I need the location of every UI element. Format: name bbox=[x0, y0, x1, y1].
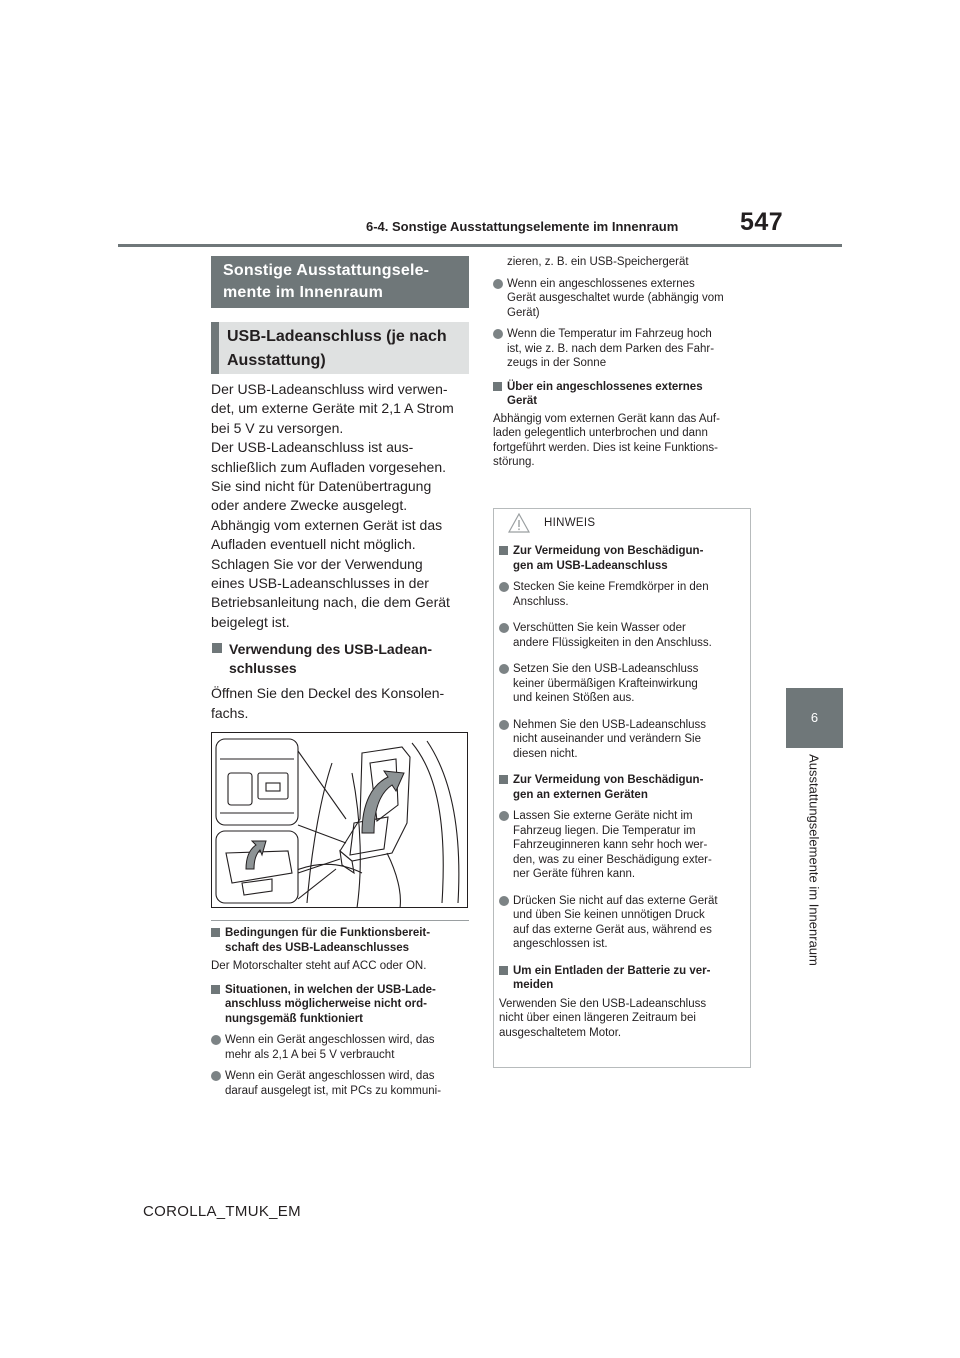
text-line: Lassen Sie externe Geräte nicht im bbox=[513, 810, 693, 822]
text-line: Betriebsanleitung nach, die dem Gerät bbox=[211, 594, 450, 611]
notice-heading bbox=[499, 544, 743, 573]
square-bullet-icon bbox=[212, 643, 222, 653]
text-line: Drücken Sie nicht auf das externe Gerät bbox=[513, 894, 718, 907]
square-bullet-icon bbox=[493, 382, 502, 391]
heading-line: Zur Vermeidung von Beschädigun- bbox=[513, 774, 704, 786]
square-bullet-icon bbox=[499, 966, 508, 975]
text-line: Verwenden Sie den USB-Ladeanschluss bbox=[499, 997, 707, 1010]
square-bullet-icon bbox=[499, 775, 508, 784]
heading-line: Um ein Entladen der Batterie zu ver- bbox=[513, 964, 711, 977]
heading-line: schaft des USB-Ladeanschlusses bbox=[225, 941, 410, 954]
header-rule bbox=[118, 244, 842, 247]
text-line: bei 5 V zu versorgen. bbox=[211, 419, 344, 436]
heading-line: gen am USB-Ladeanschluss bbox=[513, 559, 668, 572]
text-line: fortgeführt werden. Dies ist keine Funktions- bbox=[493, 441, 718, 454]
notice-body bbox=[499, 544, 743, 1040]
text-line: nicht über einen längeren Zeitraum bei bbox=[499, 1012, 696, 1024]
chapter-label: Ausstattungselemente im Innenraum bbox=[806, 754, 822, 966]
notice-heading bbox=[499, 773, 743, 802]
text-line: störung. bbox=[493, 456, 535, 468]
intro-paragraph bbox=[211, 380, 469, 632]
text-line: Wenn die Temperatur im Fahrzeug hoch bbox=[507, 328, 712, 340]
text-line: angeschlossen ist. bbox=[513, 938, 608, 950]
bullet-item bbox=[493, 327, 751, 371]
console-drawing bbox=[212, 733, 468, 908]
situations-heading bbox=[211, 983, 469, 1027]
subsection-title bbox=[211, 322, 469, 374]
text-line: zeugs in der Sonne bbox=[507, 357, 607, 369]
bullet-continuation: zieren, z. B. ein USB-Speichergerät bbox=[507, 256, 689, 268]
text-line: nicht auseinander und verändern Sie bbox=[513, 733, 701, 745]
heading-line: schlusses bbox=[229, 660, 297, 677]
dot-bullet-icon bbox=[499, 664, 509, 674]
dot-bullet-icon bbox=[211, 1071, 221, 1081]
text-line: schließlich zum Aufladen vorgesehen. bbox=[211, 458, 447, 475]
bullet-item bbox=[211, 1033, 469, 1062]
text-line: und üben Sie keinen unnötigen Druck bbox=[513, 909, 705, 921]
text-line: den, was zu einer Beschädigung exter- bbox=[513, 853, 712, 866]
section-title-line: mente im Innenraum bbox=[223, 284, 384, 301]
heading-line: Verwendung des USB-Ladean- bbox=[229, 641, 433, 658]
text-line: Setzen Sie den USB-Ladeanschluss bbox=[513, 663, 699, 675]
section-title bbox=[211, 256, 469, 308]
text-line: Abhängig vom externen Gerät ist das bbox=[211, 516, 443, 533]
conditions-heading bbox=[211, 926, 469, 955]
text-line: ist, wie z. B. nach dem Parken des Fahr- bbox=[507, 342, 715, 355]
text-line: Schlagen Sie vor der Verwendung bbox=[211, 555, 423, 572]
text-line: Der USB-Ladeanschluss ist aus- bbox=[211, 439, 414, 456]
square-bullet-icon bbox=[499, 546, 508, 555]
heading-line: Situationen, in welchen der USB-Lade- bbox=[225, 983, 436, 996]
notes-right bbox=[493, 255, 751, 470]
text-line: fachs. bbox=[211, 704, 249, 721]
dot-bullet-icon bbox=[211, 1035, 221, 1045]
text-line: Wenn ein Gerät angeschlossen wird, das bbox=[225, 1070, 435, 1082]
bullet-item bbox=[499, 894, 743, 952]
dot-bullet-icon bbox=[493, 329, 503, 339]
chapter-number: 6 bbox=[810, 710, 819, 725]
heading-line: meiden bbox=[513, 979, 554, 991]
text-line: oder andere Zwecke ausgelegt. bbox=[211, 497, 408, 514]
text-line: und keinen Stößen aus. bbox=[513, 692, 635, 704]
text-line: ausgeschaltetem Motor. bbox=[499, 1026, 622, 1039]
text-line: Wenn ein angeschlossenes externes bbox=[507, 277, 695, 290]
dot-bullet-icon bbox=[499, 623, 509, 633]
text-line: Anschluss. bbox=[513, 595, 569, 608]
subsection-title-line: USB-Ladeanschluss (je nach bbox=[227, 328, 447, 345]
running-header-section: 6-4. Sonstige Ausstattungselemente im Innenraum bbox=[366, 219, 679, 234]
text-line: Gerät) bbox=[507, 306, 540, 319]
dot-bullet-icon bbox=[499, 811, 509, 821]
heading-line: Zur Vermeidung von Beschädigun- bbox=[513, 545, 704, 557]
text-line: darauf ausgelegt ist, mit PCs zu kommuni- bbox=[225, 1084, 442, 1097]
text-line: beigelegt ist. bbox=[211, 613, 290, 630]
text-line: keiner übermäßigen Krafteinwirkung bbox=[513, 677, 698, 690]
text-line: det, um externe Geräte mit 2,1 A Strom bbox=[211, 400, 454, 417]
text-line: Stecken Sie keine Fremdkörper in den bbox=[513, 581, 709, 593]
text-line: laden gelegentlich unterbrochen und dann bbox=[493, 427, 708, 439]
external-device-text bbox=[493, 412, 751, 470]
text-line: andere Flüssigkeiten in den Anschluss. bbox=[513, 636, 712, 649]
dot-bullet-icon bbox=[499, 720, 509, 730]
text-line: Sie sind nicht für Datenübertragung bbox=[211, 478, 432, 495]
heading-line: Gerät bbox=[507, 395, 538, 407]
heading-line: nungsgemäß funktioniert bbox=[225, 1012, 363, 1025]
divider bbox=[211, 920, 469, 921]
text-line: mehr als 2,1 A bei 5 V verbraucht bbox=[225, 1048, 395, 1061]
subsection-title-line: Ausstattung) bbox=[227, 352, 326, 369]
bullet-item bbox=[211, 1069, 469, 1098]
notes-left bbox=[211, 926, 469, 1098]
intro-text bbox=[211, 380, 469, 723]
heading-line: anschluss möglicherweise nicht ord- bbox=[225, 998, 427, 1010]
bullet-item bbox=[493, 277, 751, 321]
bullet-item bbox=[499, 662, 743, 706]
text-line: Abhängig vom externen Gerät kann das Auf- bbox=[493, 412, 720, 425]
text-line: ner Geräte führen kann. bbox=[513, 868, 636, 880]
dot-bullet-icon bbox=[499, 582, 509, 592]
square-bullet-icon bbox=[211, 985, 220, 994]
notice-text bbox=[499, 997, 743, 1041]
heading-line: Über ein angeschlossenes externes bbox=[507, 380, 703, 393]
square-bullet-icon bbox=[211, 928, 220, 937]
bullet-item bbox=[499, 718, 743, 762]
usage-heading bbox=[211, 640, 469, 678]
footer-code: COROLLA_TMUK_EM bbox=[143, 1203, 301, 1220]
bullet-item bbox=[499, 580, 743, 609]
notice-header bbox=[494, 509, 750, 537]
text-line: Fahrzeug liegen. Die Temperatur im bbox=[513, 824, 696, 837]
text-line: Aufladen eventuell nicht möglich. bbox=[211, 536, 416, 553]
text-line: Fahrzeuginneren kann sehr hoch wer- bbox=[513, 839, 708, 851]
text-line: Der USB-Ladeanschluss wird verwen- bbox=[211, 381, 448, 397]
text-line: auf das externe Gerät aus, während es bbox=[513, 923, 712, 936]
text-line: Nehmen Sie den USB-Ladeanschluss bbox=[513, 718, 707, 731]
text-line: Öffnen Sie den Deckel des Konsolen- bbox=[211, 685, 445, 702]
bullet-item bbox=[499, 809, 743, 882]
chapter-tab bbox=[786, 688, 843, 748]
text-line: Wenn ein Gerät angeschlossen wird, das bbox=[225, 1034, 435, 1046]
dot-bullet-icon bbox=[493, 279, 503, 289]
bullet-item bbox=[499, 621, 743, 650]
text-line: Gerät ausgeschaltet wurde (abhängig vom bbox=[507, 292, 724, 304]
notice-heading bbox=[499, 964, 743, 993]
heading-line: gen an externen Geräten bbox=[513, 788, 648, 801]
text-line: Verschütten Sie kein Wasser oder bbox=[513, 622, 686, 634]
external-device-heading bbox=[493, 380, 751, 409]
heading-line: Bedingungen für die Funktionsbereit- bbox=[225, 927, 431, 939]
dot-bullet-icon bbox=[499, 896, 509, 906]
usage-text bbox=[211, 684, 469, 723]
text-line: eines USB-Ladeanschlusses in der bbox=[211, 575, 429, 592]
conditions-text: Der Motorschalter steht auf ACC oder ON. bbox=[211, 960, 427, 972]
section-title-line: Sonstige Ausstattungsele- bbox=[223, 262, 430, 279]
notice-title: HINWEIS bbox=[544, 517, 596, 529]
page-number: 547 bbox=[740, 208, 784, 236]
notice-box bbox=[493, 508, 751, 1068]
console-illustration bbox=[211, 732, 468, 908]
text-line: diesen nicht. bbox=[513, 747, 578, 760]
warning-triangle-icon bbox=[508, 513, 530, 533]
